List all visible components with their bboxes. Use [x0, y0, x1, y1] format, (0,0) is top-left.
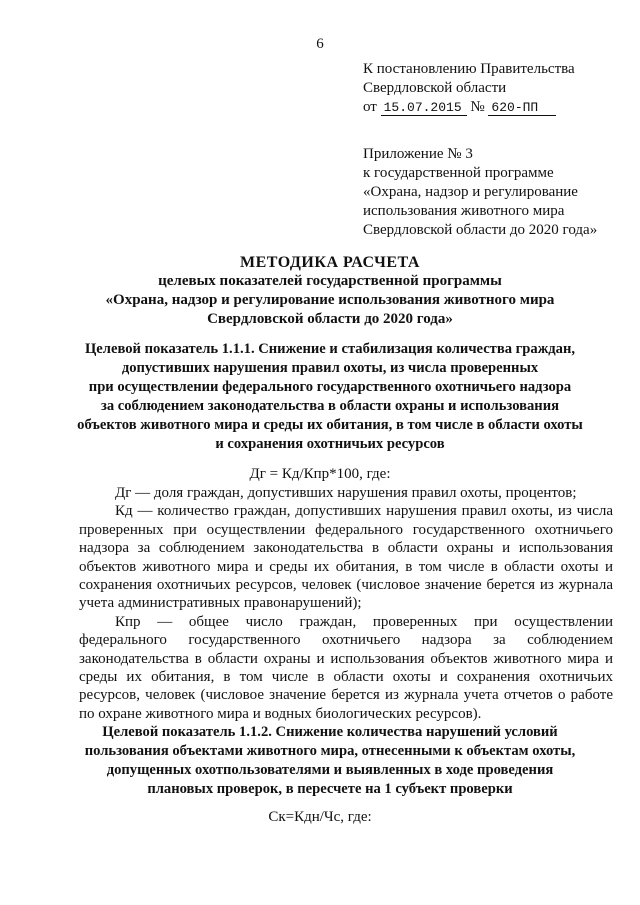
- indicator-1-heading: [60, 340, 600, 454]
- annex-line: «Охрана, надзор и регулирование: [363, 184, 578, 200]
- annex-reference: [363, 145, 633, 240]
- heading-line: Целевой показатель 1.1.1. Снижение и стабилизация количества граждан,: [84, 341, 576, 357]
- heading-line: и сохранения охотничьих ресурсов: [215, 436, 445, 452]
- approval-reference: [363, 60, 623, 117]
- approval-number: 620-ПП: [488, 100, 556, 116]
- annex-line: к государственной программе: [363, 165, 554, 181]
- page-number: 6: [316, 36, 324, 52]
- title-line: «Охрана, надзор и регулирование использования животного мира: [105, 292, 555, 308]
- approval-date: 15.07.2015: [381, 100, 467, 116]
- heading-line: при осуществлении федерального государственного охотничьего надзора: [88, 379, 572, 395]
- date-prefix: от: [363, 99, 377, 115]
- annex-line: Приложение № 3: [363, 146, 473, 162]
- heading-line: пользования объектами животного мира, отнесенными к объектам охоты,: [84, 743, 576, 759]
- definition-paragraph: Кд — количество граждан, допустивших нарушения правил охоты, из числа проверенных при осуществлении федерального государственного охотничьего надзора за соблюдением законодательства в области охраны и использования объектов животного мира и среды их обитания, в том числе в области охоты и сохранения охотничьих ресурсов, человек (числовое значение берется из журнала учета административных правонарушений);: [79, 503, 613, 612]
- heading-line: Целевой показатель 1.1.2. Снижение количества нарушений условий: [102, 724, 558, 740]
- title-main: МЕТОДИКА РАСЧЕТА: [240, 254, 420, 271]
- heading-line: за соблюдением законодательства в области охраны и использования: [100, 398, 560, 414]
- indicator-1-formula: Дг = Кд/Кпр*100, где:: [249, 466, 391, 482]
- heading-line: допустивших нарушения правил охоты, из числа проверенных: [121, 360, 539, 376]
- approval-line-2: Свердловской области: [363, 80, 507, 96]
- title-line: целевых показателей государственной программы: [158, 273, 502, 289]
- indicator-2-heading: [60, 723, 600, 799]
- definition-paragraph: Дг — доля граждан, допустивших нарушения правил охоты, процентов;: [115, 485, 577, 501]
- heading-line: плановых проверок, в пересчете на 1 субъект проверки: [147, 781, 513, 797]
- indicator-2-formula: Ск=Кдн/Чс, где:: [268, 809, 372, 825]
- annex-line: Свердловской области до 2020 года»: [363, 222, 598, 238]
- number-prefix: №: [470, 99, 485, 115]
- title-line: Свердловской области до 2020 года»: [207, 311, 453, 327]
- approval-line-1: К постановлению Правительства: [363, 61, 575, 77]
- definition-paragraph: Кпр — общее число граждан, проверенных при осуществлении федерального государственного охотничьего надзора за соблюдением законодательства в области охраны и использования объектов животного мира и среды их обитания, в том числе в области охоты и сохранения охотничьих ресурсов, человек (числовое значение берется из журнала учета отчетов о работе по охране животного мира и водных биологических ресурсов).: [79, 613, 613, 722]
- annex-line: использования животного мира: [363, 203, 565, 219]
- approval-date-line: [363, 98, 623, 117]
- indicator-1-definitions: [79, 484, 613, 723]
- heading-line: допущенных охотпользователями и выявленных в ходе проведения: [106, 762, 554, 778]
- document-title: [60, 253, 600, 329]
- heading-line: объектов животного мира и среды их обитания, в том числе в области охоты: [77, 417, 583, 433]
